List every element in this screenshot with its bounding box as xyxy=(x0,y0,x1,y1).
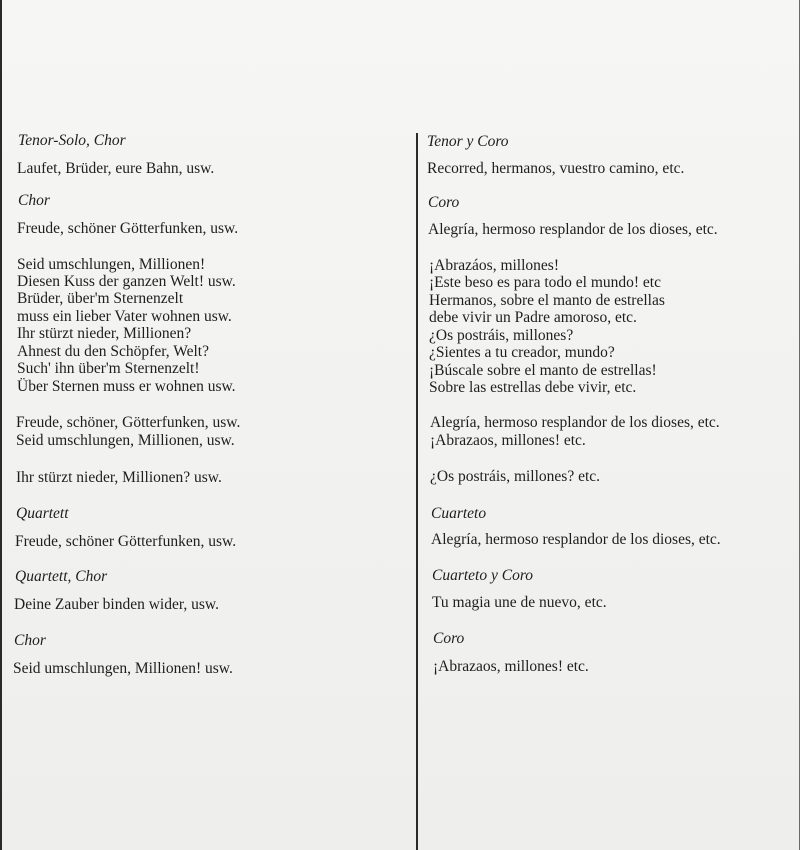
lyric-line: Diesen Kuss der ganzen Welt! usw. xyxy=(17,273,236,290)
section-heading: Chor xyxy=(14,632,46,649)
lyric-line: ¡Abrazaos, millones! etc. xyxy=(430,432,586,449)
lyric-line: Tu magia une de nuevo, etc. xyxy=(432,594,607,611)
lyric-line: Deine Zauber binden wider, usw. xyxy=(14,596,219,613)
lyric-line: Sobre las estrellas debe vivir, etc. xyxy=(429,379,637,396)
lyric-line: Freude, schöner, Götterfunken, usw. xyxy=(16,414,241,431)
lyric-line: Alegría, hermoso resplandor de los dioses, etc. xyxy=(428,221,718,238)
lyric-line: ¡Abrazáos, millones! xyxy=(429,257,559,274)
section-heading: Quartett xyxy=(16,505,69,522)
lyric-line: Brüder, über'm Sternenzelt xyxy=(17,290,184,307)
lyric-line: Alegría, hermoso resplandor de los dioses, etc. xyxy=(430,414,720,431)
column-divider xyxy=(416,133,418,850)
section-heading: Quartett, Chor xyxy=(15,568,108,585)
lyric-line: ¿Os postráis, millones? etc. xyxy=(430,468,601,485)
lyric-line: ¡Abrazaos, millones! etc. xyxy=(433,658,589,675)
lyric-line: ¿Os postráis, millones? xyxy=(429,327,574,344)
section-heading: Cuarteto xyxy=(431,505,487,522)
section-heading: Coro xyxy=(433,630,465,647)
lyric-line: Such' ihn über'm Sternenzelt! xyxy=(17,360,200,377)
lyric-line: Laufet, Brüder, eure Bahn, usw. xyxy=(17,160,215,177)
lyric-line: debe vivir un Padre amoroso, etc. xyxy=(429,309,637,326)
lyric-line: ¡Este beso es para todo el mundo! etc xyxy=(429,274,661,291)
lyric-line: Ahnest du den Schöpfer, Welt? xyxy=(17,343,209,360)
lyric-line: ¡Búscale sobre el manto de estrellas! xyxy=(429,362,657,379)
lyric-line: Freude, schöner Götterfunken, usw. xyxy=(17,220,239,237)
lyric-line: Seid umschlungen, Millionen, usw. xyxy=(16,432,235,449)
lyric-line: Freude, schöner Götterfunken, usw. xyxy=(15,533,237,550)
lyric-line: Alegría, hermoso resplandor de los dioses, etc. xyxy=(431,531,721,548)
left-page-edge xyxy=(0,0,2,850)
section-heading: Coro xyxy=(428,194,460,211)
section-heading: Tenor y Coro xyxy=(427,133,509,150)
section-heading: Cuarteto y Coro xyxy=(432,567,534,584)
lyric-line: Ihr stürzt nieder, Millionen? xyxy=(17,325,192,342)
lyric-line: Seid umschlungen, Millionen! xyxy=(17,256,206,273)
lyric-line: Ihr stürzt nieder, Millionen? usw. xyxy=(16,469,222,486)
section-heading: Chor xyxy=(18,192,50,209)
lyric-line: Seid umschlungen, Millionen! usw. xyxy=(13,660,233,677)
lyric-line: Recorred, hermanos, vuestro camino, etc. xyxy=(427,160,685,177)
section-heading: Tenor-Solo, Chor xyxy=(18,132,126,149)
lyric-line: Über Sternen muss er wohnen usw. xyxy=(17,378,236,395)
lyric-line: muss ein lieber Vater wohnen usw. xyxy=(17,308,232,325)
lyric-line: Hermanos, sobre el manto de estrellas xyxy=(429,292,665,309)
lyric-line: ¿Sientes a tu creador, mundo? xyxy=(429,344,615,361)
